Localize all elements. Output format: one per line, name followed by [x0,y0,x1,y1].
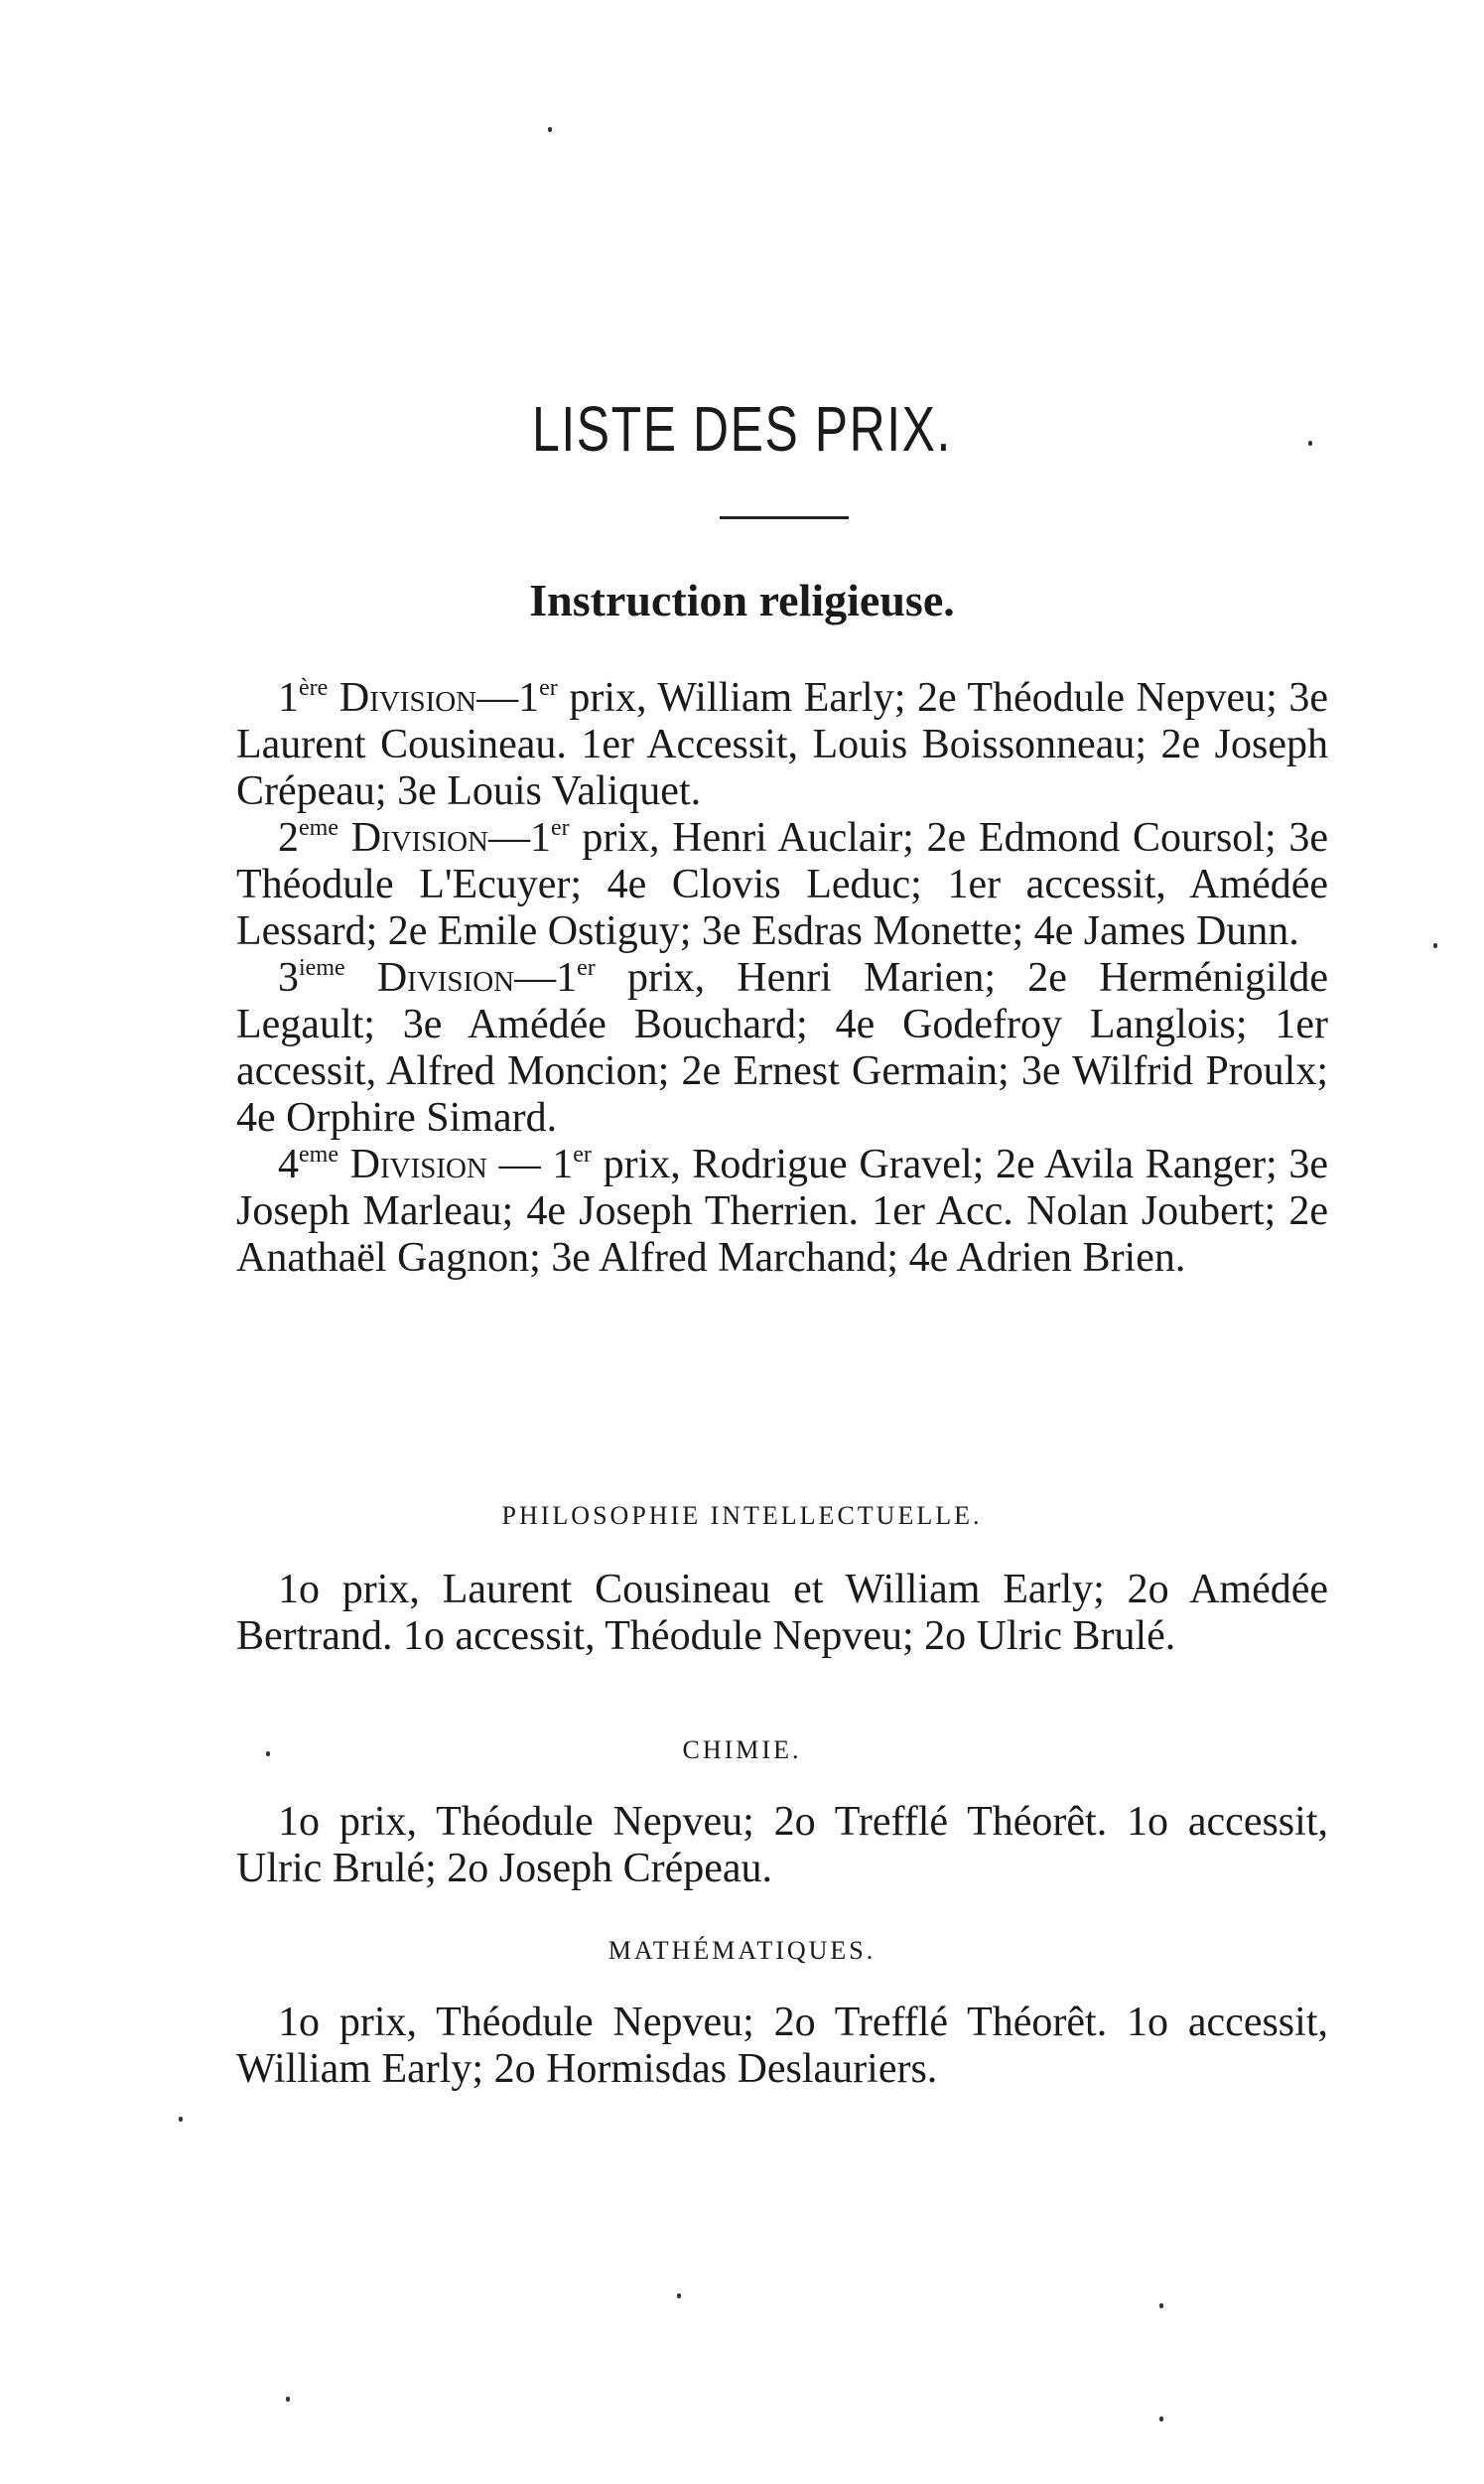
section-text-philosophie: 1o prix, Laurent Cousineau et William Early; 2o Amédée Bertrand. 1o accessit, Théodule Nepveu; 2o Ulric Brulé. [236,1567,1328,1659]
subtitle: Instruction religieuse. [529,575,955,625]
scan-speck [266,1751,270,1756]
page-title: LISTE DES PRIX. [532,393,952,465]
division-text: prix, Henri Auclair; 2e Edmond Coursol; 3e Théodule L'Ecuyer; 4e Clovis Leduc; 1er accessit, Amédée Lessard; 2e Emile Ostiguy; 3e Esdras Monette; 4e James Dunn. [236,815,1328,954]
division-text: prix, Henri Marien; 2e Herménigilde Legault; 3e Amédée Bouchard; 4e Godefroy Langlois; 1er accessit, Alfred Moncion; 2e Ernest Germain; 3e Wilfrid Proulx; 4e Orphire Simard. [236,955,1329,1141]
section-text-chimie: 1o prix, Théodule Nepveu; 2o Trefflé Théorêt. 1o accessit, Ulric Brulé; 2o Joseph Crépeau. [236,1799,1328,1891]
scan-speck [548,127,552,132]
scan-speck [1159,2416,1163,2421]
division-paragraph: 4eme Division — 1er prix, Rodrigue Gravel; 2e Avila Ranger; 3e Joseph Marleau; 4e Joseph Therrien. 1er Acc. Nolan Joubert; 2e Anathaël Gagnon; 3e Alfred Marchand; 4e Adrien Brien. [236,1142,1329,1281]
division-paragraph: 3ieme Division—1er prix, Henri Marien; 2e Herménigilde Legault; 3e Amédée Bouchard; 4e Godefroy Langlois; 1er accessit, Alfred Moncion; 2e Ernest Germain; 3e Wilfrid Proulx; 4e Orphire Simard. [236,955,1329,1141]
scan-speck [1433,943,1437,948]
division-text: prix, William Early; 2e Théodule Nepveu; 3e Laurent Cousineau. 1er Accessit, Louis Boissonneau; 2e Joseph Crépeau; 3e Louis Valiquet. [236,675,1329,814]
scan-speck [1159,2303,1163,2308]
scan-speck [286,2397,290,2402]
section-heading-mathematiques: MATHÉMATIQUES. [607,1936,877,1965]
scan-speck [179,2117,183,2122]
section-heading-philosophie: PHILOSOPHIE INTELLECTUELLE. [501,1501,983,1530]
division-paragraph: 2eme Division—1er prix, Henri Auclair; 2e Edmond Coursol; 3e Théodule L'Ecuyer; 4e Clovis Leduc; 1er accessit, Amédée Lessard; 2e Emile Ostiguy; 3e Esdras Monette; 4e James Dunn. [236,815,1328,954]
divisions-block [236,675,1328,1282]
title-rule [720,516,849,519]
scan-speck [677,2293,681,2298]
scan-speck [1308,441,1312,446]
division-text: prix, Rodrigue Gravel; 2e Avila Ranger; 3e Joseph Marleau; 4e Joseph Therrien. 1er Acc. Nolan Joubert; 2e Anathaël Gagnon; 3e Alfred Marchand; 4e Adrien Brien. [236,1142,1329,1281]
section-text-mathematiques: 1o prix, Théodule Nepveu; 2o Trefflé Théorêt. 1o accessit, William Early; 2o Hormisdas Deslauriers. [236,2000,1328,2092]
section-heading-chimie: CHIMIE. [682,1735,802,1764]
division-paragraph: 1ère Division—1er prix, William Early; 2e Théodule Nepveu; 3e Laurent Cousineau. 1er Accessit, Louis Boissonneau; 2e Joseph Crépeau; 3e Louis Valiquet. [236,675,1329,814]
